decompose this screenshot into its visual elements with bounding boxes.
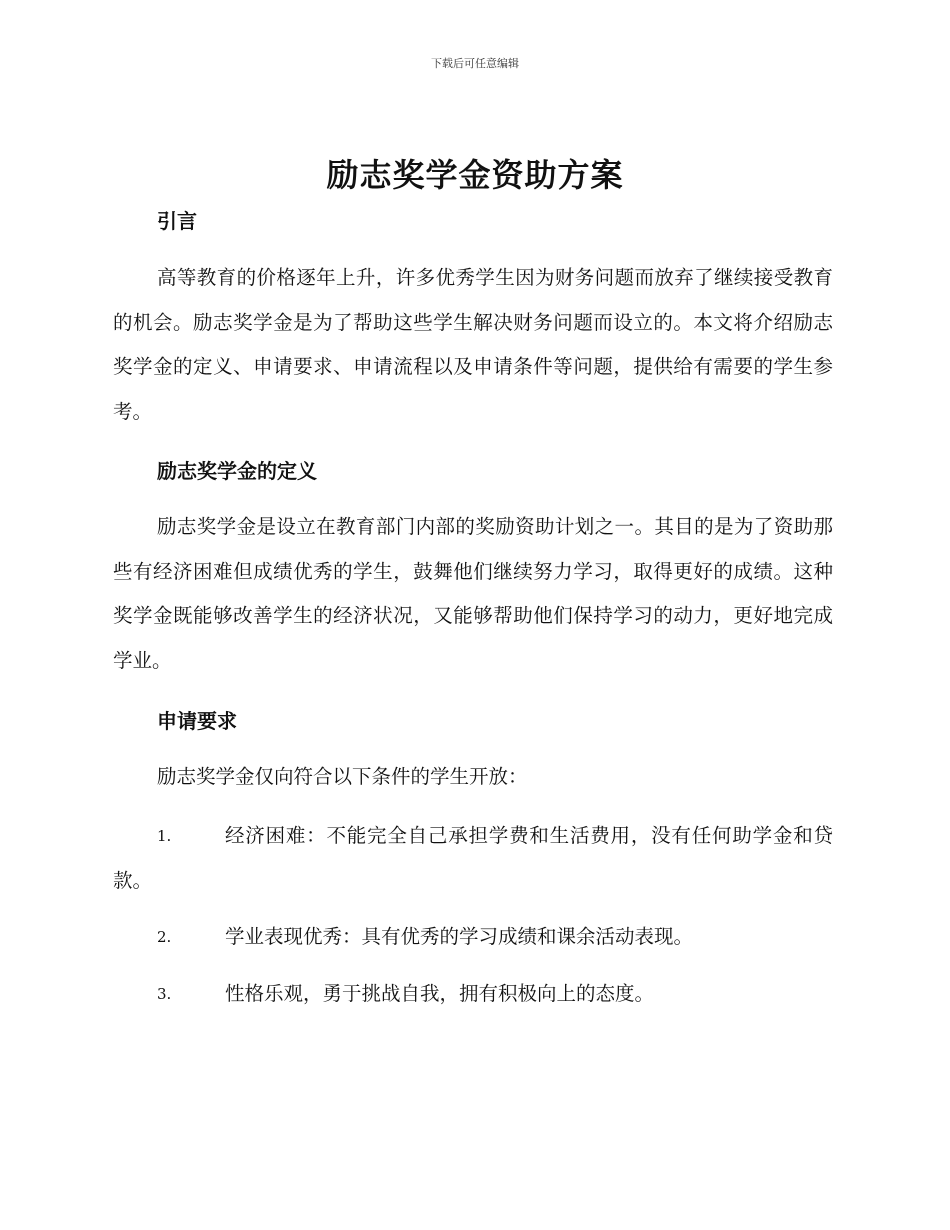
list-item-number: 1. [157, 827, 172, 845]
intro-paragraph: 高等教育的价格逐年上升，许多优秀学生因为财务问题而放弃了继续接受教育的机会。励志奖学金是为了帮助这些学生解决财务问题而设立的。本文将介绍励志奖学金的定义、申请要求、申请流程以及申请条件等问题，提供给有需要的学生参考。 [113, 266, 833, 423]
list-item [113, 972, 833, 1017]
list-item [113, 814, 833, 903]
document-title: 励志奖学金资助方案 [326, 156, 624, 194]
section-heading-intro: 引言 [157, 209, 197, 233]
list-item-text: 学业表现优秀：具有优秀的学习成绩和课余活动表现。 [225, 925, 694, 948]
header-note: 下载后可任意编辑 [431, 57, 519, 70]
section-heading-requirements: 申请要求 [157, 709, 237, 733]
section-heading-definition: 励志奖学金的定义 [157, 459, 317, 483]
list-item-text: 性格乐观，勇于挑战自我，拥有积极向上的态度。 [225, 982, 655, 1005]
list-item [113, 915, 833, 960]
definition-paragraph: 励志奖学金是设立在教育部门内部的奖励资助计划之一。其目的是为了资助那些有经济困难但成绩优秀的学生，鼓舞他们继续努力学习，取得更好的成绩。这种奖学金既能够改善学生的经济状况，又能够帮助他们保持学习的动力，更好地完成学业。 [113, 515, 833, 672]
requirements-intro: 励志奖学金仅向符合以下条件的学生开放： [157, 765, 528, 788]
list-item-text: 经济困难：不能完全自己承担学费和生活费用，没有任何助学金和贷款。 [113, 824, 833, 892]
list-item-number: 2. [157, 928, 172, 946]
list-item-number: 3. [157, 985, 172, 1003]
